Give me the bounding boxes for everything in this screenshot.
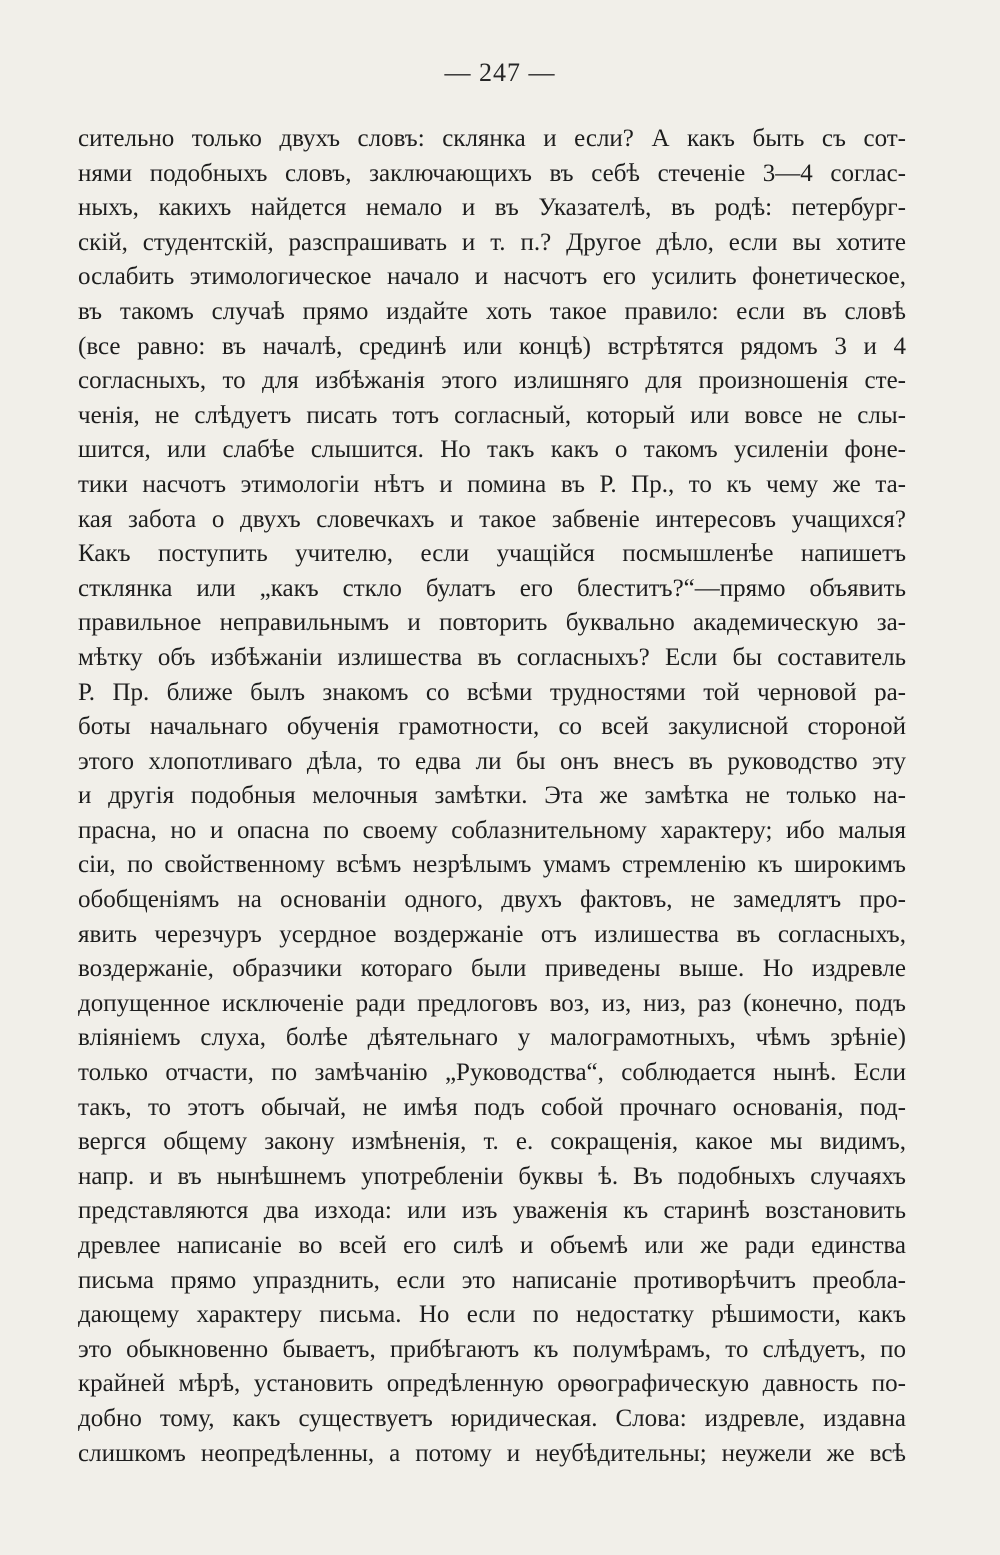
text-line: этого хлопотливаго дѣла, то едва ли бы онъ внесъ въ руководство эту	[78, 747, 906, 775]
text-line: древлее написаніе во всей его силѣ и объемѣ или же ради единства	[78, 1232, 906, 1259]
text-line: тики насчотъ этимологіи нѣтъ и помина въ Р. Пр., то къ чему же та-	[78, 470, 906, 498]
text-line: вліяніемъ слуха, болѣе дѣятельнаго у малограмотныхъ, чѣмъ зрѣніе)	[78, 1024, 906, 1052]
page-number: — 247 —	[444, 58, 556, 87]
text-line: Р. Пр. ближе былъ знакомъ со всѣми трудностями той черновой ра-	[78, 678, 906, 706]
text-line: обобщеніямъ на основаніи одного, двухъ фактовъ, не замедлятъ про-	[78, 886, 906, 914]
text-line: скій, студентскій, разспрашивать и т. п.? Другое дѣло, если вы хотите	[78, 228, 906, 256]
text-line: крайней мѣрѣ, установить опредѣленную орѳографическую давность по-	[78, 1370, 906, 1398]
text-line: правильное неправильнымъ и повторить буквально академическую за-	[78, 609, 906, 637]
text-line: нями подобныхъ словъ, заключающихъ въ себѣ стеченіе 3—4 соглас-	[78, 159, 906, 187]
text-line: стклянка или „какъ стклo булатъ его блеститъ?“—прямо объявить	[78, 574, 906, 602]
text-line: только отчасти, по замѣчанію „Руководства“, соблюдается нынѣ. Если	[78, 1059, 906, 1087]
text-line: представляются два изхода: или изъ уваженія къ старинѣ возстановить	[78, 1197, 906, 1225]
text-line: явить черезчуръ усердное воздержаніе отъ излишества въ согласныхъ,	[78, 920, 906, 948]
text-line: добно тому, какъ существуетъ юридическая. Слова: издревле, издавна	[78, 1404, 906, 1432]
text-line: Какъ поступить учителю, если учащійся посмышленѣе напишетъ	[78, 540, 906, 568]
text-line: кая забота о двухъ словечкахъ и такое забвеніе интересовъ учащихся?	[78, 505, 906, 533]
text-line: такъ, то этотъ обычай, не имѣя подъ собой прочнаго основанія, под-	[78, 1093, 906, 1121]
text-line: прасна, но и опасна по своему соблазнительному характеру; ибо малыя	[78, 816, 906, 844]
text-line: напр. и въ нынѣшнемъ употребленіи буквы ѣ. Въ подобныхъ случаяхъ	[78, 1162, 906, 1190]
text-line: мѣтку объ избѣжаніи излишества въ согласныхъ? Если бы составитель	[78, 643, 906, 671]
text-line: шится, или слабѣе слышится. Но такъ какъ о такомъ усиленіи фоне-	[78, 436, 906, 464]
text-line: слишкомъ неопредѣленны, а потому и неубѣдительны; неужели же всѣ	[78, 1439, 906, 1467]
text-line: согласныхъ, то для избѣжанія этого излишняго для произношенія сте-	[78, 367, 906, 395]
text-line: и другія подобныя мелочныя замѣтки. Эта же замѣтка не только на-	[78, 782, 906, 810]
text-line: (все равно: въ началѣ, срединѣ или концѣ) встрѣтятся рядомъ 3 и 4	[78, 332, 906, 360]
text-line: въ такомъ случаѣ прямо издайте хоть такое правило: если въ словѣ	[78, 297, 906, 325]
text-line: ослабить этимологическое начало и насчотъ его усилить фонетическое,	[78, 263, 906, 291]
text-line: это обыкновенно бываетъ, прибѣгаютъ къ полумѣрамъ, то слѣдуетъ, по	[78, 1335, 906, 1363]
text-line: боты начальнаго обученія грамотности, со всей закулисной стороной	[78, 713, 906, 741]
text-line: ченія, не слѣдуетъ писать тотъ согласный, который или вовсе не слы-	[78, 401, 906, 429]
text-line: сительно только двухъ словъ: склянка и если? А какъ быть съ сот-	[78, 125, 906, 152]
text-line: воздержаніе, образчики котораго были приведены выше. Но издревле	[78, 955, 906, 983]
text-line: сіи, по свойственному всѣмъ незрѣлымъ умамъ стремленію къ широкимъ	[78, 851, 906, 879]
text-line: дающему характеру письма. Но если по недостатку рѣшимости, какъ	[78, 1301, 906, 1329]
text-line: вергся общему закону измѣненія, т. е. сокращенія, какое мы видимъ,	[78, 1128, 906, 1156]
text-line: письма прямо упразднить, если это написаніе противорѣчитъ преобла-	[78, 1266, 906, 1294]
text-line: допущенное исключеніе ради предлоговъ воз, из, низ, раз (конечно, подъ	[78, 989, 906, 1017]
text-line: ныхъ, какихъ найдется немало и въ Указателѣ, въ родѣ: петербург-	[78, 194, 906, 222]
body-text	[78, 122, 906, 1471]
